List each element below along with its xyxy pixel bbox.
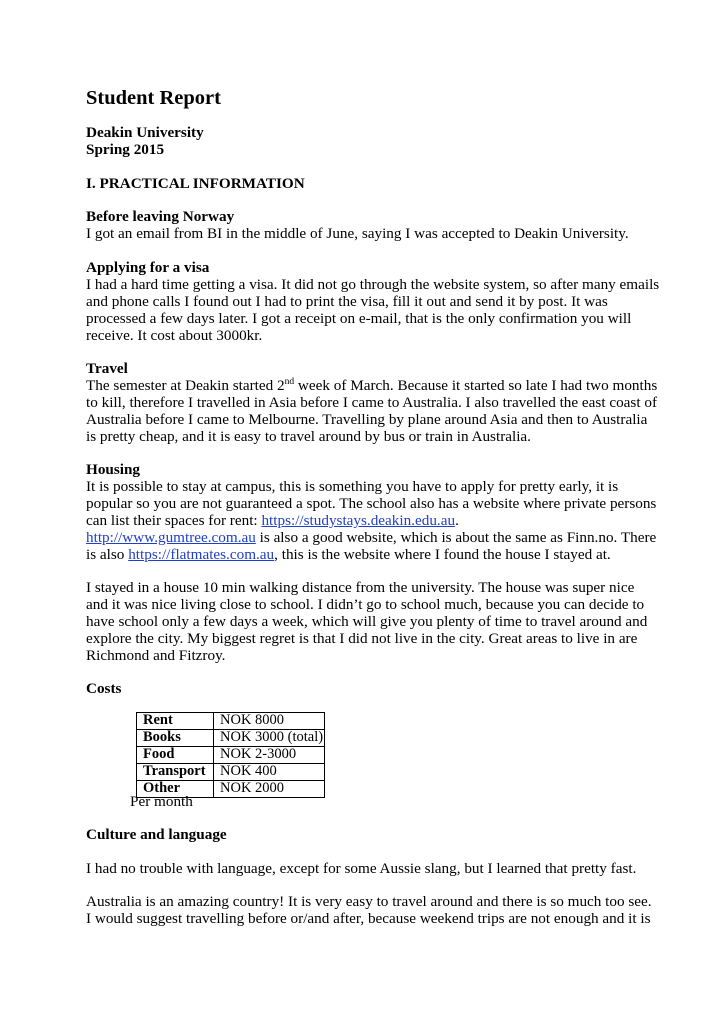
cost-item: Rent <box>137 713 214 730</box>
heading-culture: Culture and language <box>86 826 227 843</box>
heading-costs: Costs <box>86 680 122 697</box>
housing-line: It is possible to stay at campus, this is something you have to apply for pretty early, it is <box>86 478 619 495</box>
table-row <box>137 730 325 747</box>
gumtree-link[interactable]: http://www.gumtree.com.au <box>86 528 256 546</box>
housing-line: Richmond and Fitzroy. <box>86 646 226 664</box>
cost-value: NOK 2-3000 <box>214 747 325 764</box>
culture-paragraph-2 <box>86 894 666 928</box>
before-leaving-text: I got an email from BI in the middle of June, saying I was accepted to Deakin University. <box>86 225 629 242</box>
visa-line: I had a hard time getting a visa. It did not go through the website system, so after many emails <box>86 276 660 293</box>
ordinal-superscript: nd <box>284 376 295 387</box>
housing-line: can list their spaces for rent: https://studystays.deakin.edu.au. <box>86 511 459 529</box>
cost-item: Transport <box>137 764 214 781</box>
cost-item: Books <box>137 730 214 747</box>
cost-item: Other <box>137 781 214 798</box>
culture-line: Australia is an amazing country! It is very easy to travel around and there is so much too see. <box>86 893 652 910</box>
heading-before-leaving: Before leaving Norway <box>86 208 235 225</box>
housing-line: and it was nice living close to school. I didn’t go to school much, because you can decide to <box>86 595 645 613</box>
table-row <box>137 713 325 730</box>
cost-value: NOK 2000 <box>214 781 325 798</box>
table-row <box>137 764 325 781</box>
studystays-link[interactable]: https://studystays.deakin.edu.au <box>261 511 456 529</box>
semester-label: Spring 2015 <box>86 141 165 158</box>
housing-line: explore the city. My biggest regret is that I did not live in the city. Great areas to live in are <box>86 629 638 647</box>
cost-value: NOK 3000 (total) <box>214 730 325 747</box>
heading-visa: Applying for a visa <box>86 259 210 276</box>
university-name: Deakin University <box>86 124 204 141</box>
cost-item: Food <box>137 747 214 764</box>
cost-value: NOK 400 <box>214 764 325 781</box>
travel-line: to kill, therefore I travelled in Asia before I came to Australia. I also travelled the east coast of <box>86 393 657 411</box>
section-title: I. PRACTICAL INFORMATION <box>86 175 305 192</box>
housing-line: http://www.gumtree.com.au is also a good website, which is about the same as Finn.no. There <box>86 528 657 546</box>
housing-line: I stayed in a house 10 min walking distance from the university. The house was super nice <box>86 579 635 596</box>
visa-paragraph <box>86 277 666 345</box>
travel-paragraph <box>86 378 666 446</box>
housing-line: is also https://flatmates.com.au, this is the website where I found the house I stayed at. <box>86 545 611 563</box>
travel-line: is pretty cheap, and it is easy to travel around by bus or train in Australia. <box>86 427 531 445</box>
cost-value: NOK 8000 <box>214 713 325 730</box>
housing-line: popular so you are not guaranteed a spot. The school also has a website where private persons <box>86 494 657 512</box>
costs-note: Per month <box>130 793 193 810</box>
heading-travel: Travel <box>86 360 128 377</box>
culture-paragraph-1: I had no trouble with language, except for some Aussie slang, but I learned that pretty fast. <box>86 860 637 877</box>
culture-line: I would suggest travelling before or/and after, because weekend trips are not enough and it is <box>86 909 651 927</box>
flatmates-link[interactable]: https://flatmates.com.au <box>128 545 275 563</box>
costs-table <box>136 712 325 798</box>
heading-housing: Housing <box>86 461 141 478</box>
page-title: Student Report <box>86 87 221 109</box>
visa-line: receive. It cost about 3000kr. <box>86 326 263 344</box>
housing-paragraph <box>86 479 666 564</box>
travel-line: Australia before I came to Melbourne. Travelling by plane around Asia and then to Australia <box>86 410 648 428</box>
table-row <box>137 747 325 764</box>
visa-line: processed a few days later. I got a receipt on e-mail, that is the only confirmation you will <box>86 309 632 327</box>
visa-line: and phone calls I found out I had to print the visa, fill it out and send it by post. It was <box>86 292 608 310</box>
housing-paragraph-2 <box>86 580 666 665</box>
housing-line: have school only a few days a week, which will give you plenty of time to travel around and <box>86 612 648 630</box>
travel-line: The semester at Deakin started 2nd week of March. Because it started so late I had two months <box>86 376 658 394</box>
